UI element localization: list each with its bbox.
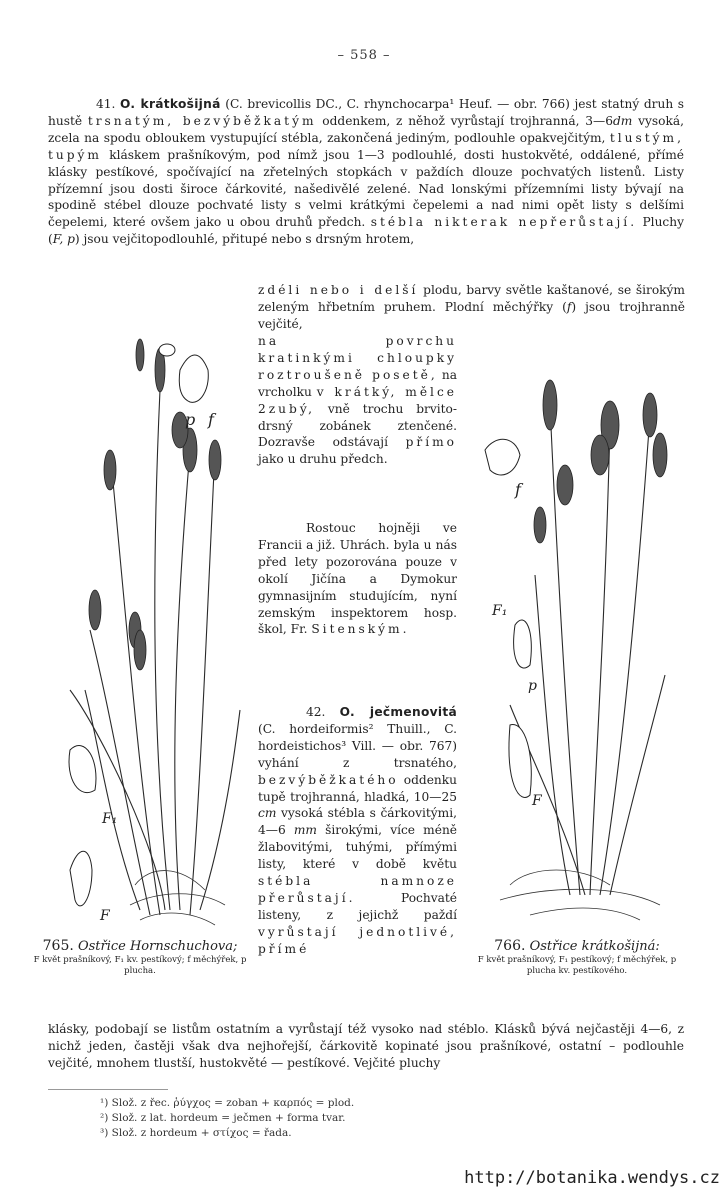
species-42-name: O. ječmenovitá — [339, 705, 457, 719]
species-41-description-col: na povrchu kratinkými chloupky roztroušeně posetě, na vrcholku v krátký, mělce 2zubý, vně trochu brvito-drsný zobánek ztenčené. Dozravše odstávají přímo jako u druhu předch. — [258, 334, 458, 467]
figure-766-label-p: p — [528, 678, 537, 694]
species-42-description-cont: klásky, podobají se listům ostatním a vyrůstají též vysoko nad stéblo. Klásků bývá nejčastěji 4—6, z nichž jeden, častěji však dva nejhořejší, čárkovitě kopinaté jsou prašníkové, ostatní – podlouhle vejčité, mnohem tlustší, hustokvěté — pestíkové. Vejčité pluchy — [48, 1022, 684, 1070]
species-41-number: 41. — [96, 97, 116, 111]
species-42-number: 42. — [306, 705, 326, 719]
page-number: – 558 – — [337, 48, 391, 63]
figure-766-label-f1: F₁ — [492, 603, 508, 619]
footnote-3: ³) Slož. z hordeum + στίχος = řada. — [100, 1127, 292, 1139]
species-41-description: 41. O. krátkošijná (C. brevicollis DC., C. rhynchocarpa¹ Heuf. — obr. 766) jest statný druh s hustě trsnatým, bezvýběžkatým oddenkem, z něhož vyrůstají trojhranná, 3—6dm vysoká, zcela na spodu obloukem vystupující stébla, zakončená jediným, podlouhle opakvejčitým, tlustým, tupým kláskem prašníkovým, pod nímž jsou 1—3 podlouhlé, dosti hustokvěté, oddálené, přímé klásky pestíkové, spočívající na zřetelných stopkách v paždích dlouze pochvatých listenů. Listy přízemní jsou dosti široce čárkovité, našedivělé zelené. Nad lonskými přízemními listy bývají na spodině stébel dlouze pochvaté listy s velmi krátkými čepelemi a nad nimi opět listy s delšími čepelemi, které ovšem jako u obou druhů předch. stébla nikterak nepřerůstají. Pluchy (F, p) jsou vejčitopodlouhlé, přitupé nebo s drsným hrotem, — [48, 97, 685, 247]
footnote-rule — [48, 1089, 168, 1090]
species-42-description: 42. O. ječmenovitá (C. hordeiformis² Thuill., C. hordeistichos³ Vill. — obr. 767) vyhání z trsnatého, bezvýběžkatého oddenku tupě trojhranná, hladká, 10—25 cm vysoká stébla s čárkovitými, 4—6 mm širokými, více méně žlabovitými, tuhými, přímými listy, které v době květu stébla namnoze přerůstají. Pochvaté listeny, z jejichž paždí vyrůstají jednotlivé, přímé — [258, 705, 458, 956]
figure-766-caption: 766. Ostřice krátkošijná: F květ prašníkový, F₁ pestíkový; f měchýřek, p plucha kv. pestíkového. — [477, 938, 677, 976]
figure-765-label-p: p — [185, 410, 196, 429]
figure-765-illustration — [40, 330, 255, 935]
footnote-1: ¹) Slož. z řec. ῥύγχος = zoban + καρπός = plod. — [100, 1097, 355, 1109]
source-url[interactable]: http://botanika.wendys.cz — [464, 1168, 720, 1188]
figure-765-label-f1: F₁ — [102, 811, 118, 827]
figure-765-label-F: F — [100, 908, 110, 924]
figure-766-label-F: F — [532, 793, 542, 809]
figure-766-label-f: f — [515, 480, 521, 499]
footnotes — [100, 1096, 560, 1141]
figure-765-label-f: f — [208, 410, 214, 429]
species-41-distribution: Rostouc hojněji ve Francii a již. Uhrách. byla u nás před lety pozorována pouze v okolí Jičína a Dymokur gymnasijním studujícím, nyní zemským inspektorem hosp. škol, Fr. Sitenským. — [258, 521, 457, 637]
figure-765-caption: 765. Ostřice Hornschuchova; F květ prašníkový, F₁ kv. pestíkový; f měchýřek, p plucha. — [33, 938, 247, 976]
figure-766-illustration — [470, 375, 680, 935]
footnote-2: ²) Slož. z lat. hordeum = ječmen + forma tvar. — [100, 1112, 346, 1124]
species-41-description-cont: zdéli nebo i delší plodu, barvy světle kaštanové, se širokým zeleným hřbetním pruhem. Plodní měchýřky (f) jsou trojhranně vejčité, — [258, 283, 686, 331]
species-41-name: O. krátkošijná — [119, 97, 221, 111]
